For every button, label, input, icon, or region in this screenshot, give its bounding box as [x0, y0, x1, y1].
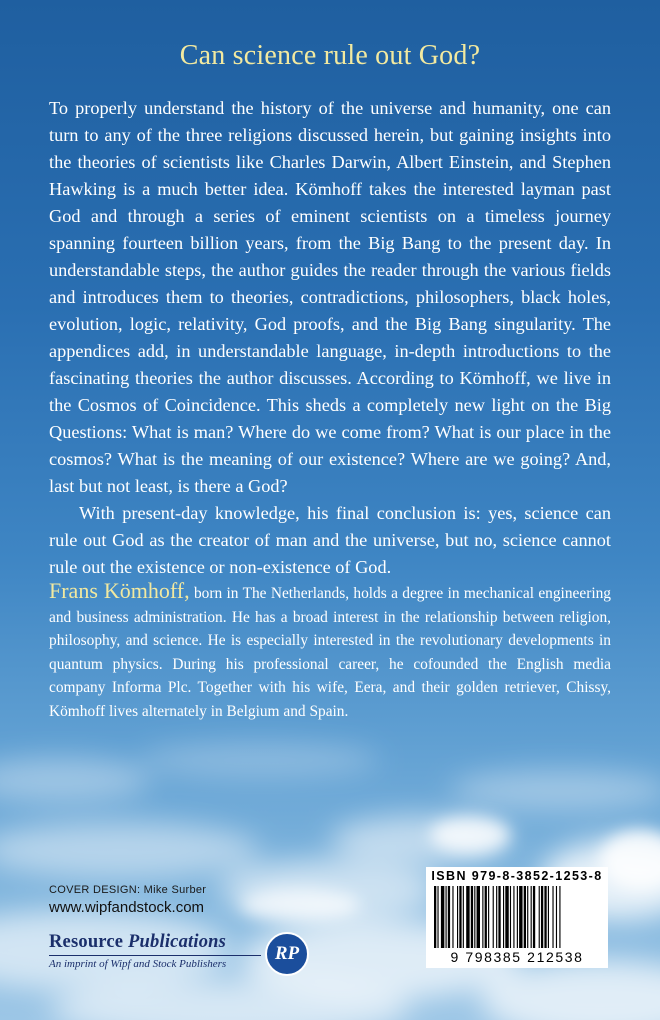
isbn-label: ISBN 979-8-3852-1253-8	[431, 869, 603, 883]
description-paragraph-1: To properly understand the history of the universe and humanity, one can turn to any of the three religions discussed herein, but gaining insights into the theories of scientists like Charles Darwin, Albert Einstein, and Stephen Hawking is a much better idea. Kömhoff takes the interested layman past God and through a series of eminent scientists on a timeless journey spanning fourteen billion years, from the Big Bang to the present day. In understandable steps, the author guides the reader through the various fields and introduces them to theories, contradictions, philosophers, black holes, evolution, logic, relativity, God proofs, and the Big Bang singularity. The appendices add, in understandable language, in-depth introductions to the fascinating theories the author discusses. According to Kömhoff, we live in the Cosmos of Coincidence. This sheds a completely new light on the Big Questions: What is man? Where do we come from? What is our place in the cosmos? What is the meaning of our existence? Where are we going? And, last but not least, is there a God?	[49, 98, 611, 496]
isbn-barcode-box	[426, 867, 608, 968]
publisher-name-word1: Resource	[49, 932, 124, 952]
book-question-title: Can science rule out God?	[179, 40, 481, 71]
publisher-imprint-block	[49, 932, 279, 970]
publisher-divider	[49, 955, 261, 956]
author-bio-text: born in The Netherlands, holds a degree in mechanical engineering and business administration. He has a broad interest in the relationship between religion, philosophy, and science. He is especially interested in the revolutionary developments in quantum physics. During his professional career, he cofounded the English media company Informa Plc. Together with his wife, Eera, and their golden retriever, Chissy, Kömhoff lives alternately in Belgium and Spain.	[49, 585, 611, 720]
book-description	[49, 95, 611, 581]
publisher-logo-text: RP	[274, 943, 300, 964]
publisher-name	[49, 932, 279, 953]
barcode-icon	[434, 886, 600, 948]
author-bio	[49, 579, 611, 723]
author-name: Frans Kömhoff,	[49, 578, 190, 603]
publisher-imprint-line: An imprint of Wipf and Stock Publishers	[49, 958, 227, 970]
publisher-logo	[265, 932, 309, 976]
description-paragraph-2: With present-day knowledge, his final conclusion is: yes, science can rule out God as the creator of man and the universe, but no, science cannot rule out the existence or non-existence of God.	[49, 503, 611, 577]
publisher-name-word2: Publications	[128, 932, 227, 952]
barcode-number: 9 798385 212538	[450, 949, 584, 965]
publisher-website: www.wipfandstock.com	[49, 899, 205, 916]
cover-design-credit: COVER DESIGN: Mike Surber	[49, 884, 207, 896]
